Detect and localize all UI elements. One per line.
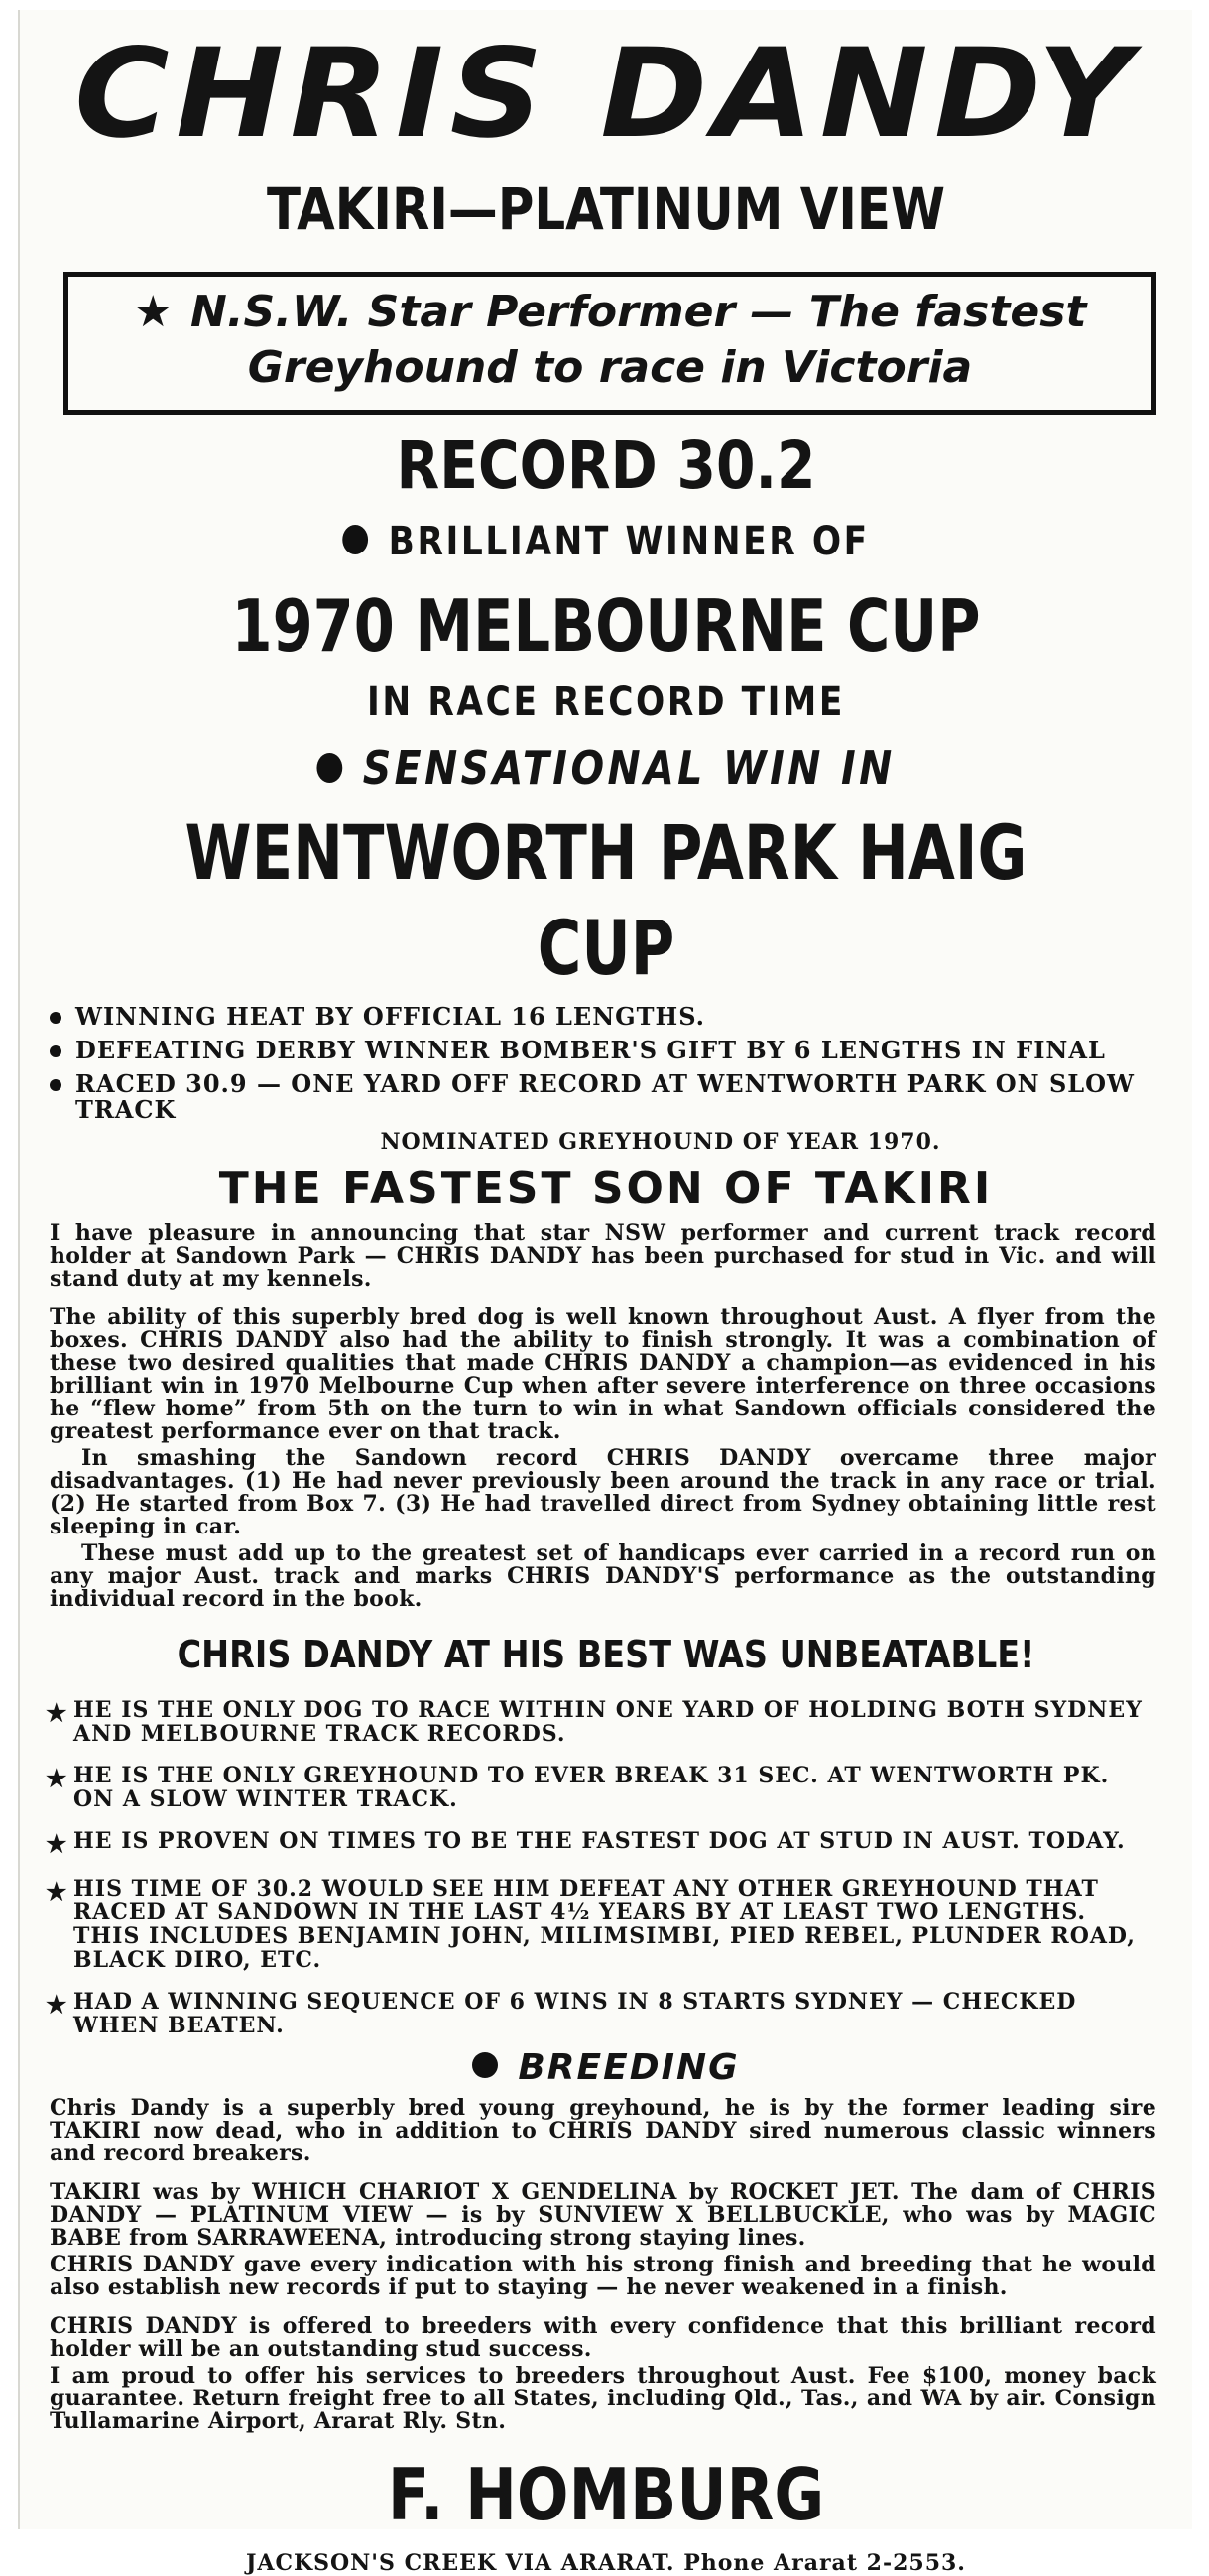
bullet-dot-icon <box>316 753 342 783</box>
body-paragraph: The ability of this superbly bred dog is well known throughout Aust. A flyer from the boxes. CHRIS DANDY also had the ability to finish strongly. It was a combination of these two desired qualities that made CHRIS DANDY a champion—as evidenced in his brilliant win in 1970 Melbourne Cup when after severe interference on three occasions he “flew home” from 5th on the turn to win in what Sandown officials considered the greatest performance ever on that track. <box>50 1304 1156 1444</box>
star-icon: ★ <box>46 1829 68 1858</box>
star-box-line1: N.S.W. Star Performer — The fastest <box>190 287 1087 337</box>
advertiser-name: F. HOMBURG <box>387 2453 825 2536</box>
haig-cup-heading: WENTWORTH PARK HAIG CUP <box>184 808 1028 992</box>
breeding-paragraph: I am proud to offer his services to breeders throughout Aust. Fee $100, money back guarantee. Return freight free to all States, including Qld., Tas., and WA by air. Consign Tullamarine Airport, Ararat Rly. Stn. <box>50 2363 1156 2434</box>
nominated-line: NOMINATED GREYHOUND OF YEAR 1970. <box>380 1129 941 1155</box>
advertiser-address: JACKSON'S CREEK VIA ARARAT. Phone Ararat 2-2553. <box>246 2550 966 2576</box>
star-icon: ★ <box>46 1764 68 1792</box>
body-paragraph: These must add up to the greatest set of handicaps ever carried in a record run on any major Aust. track and marks CHRIS DANDY'S performance as the outstanding individual record in the book. <box>50 1540 1156 1612</box>
breeding-heading <box>20 2043 1192 2093</box>
star-icon: ★ <box>133 287 173 337</box>
fastest-son-heading: THE FASTEST SON OF TAKIRI <box>218 1164 994 1214</box>
list-item <box>46 1990 1156 2037</box>
list-item <box>46 1829 1156 1859</box>
star-icon: ★ <box>46 1877 68 1905</box>
list-item <box>50 1004 1152 1030</box>
bullet-dot-icon <box>50 1079 61 1091</box>
list-item <box>50 1071 1152 1123</box>
body-paragraph: In smashing the Sandown record CHRIS DANDY overcame three major disadvantages. (1) He had never previously been around the track in any race or trial. (2) He started from Box 7. (3) He had travelled direct from Sydney obtaining little rest sleeping in car. <box>50 1445 1156 1539</box>
ad-title: CHRIS DANDY <box>74 23 1138 166</box>
star-point-text: HIS TIME OF 30.2 WOULD SEE HIM DEFEAT ANY OTHER GREYHOUND THAT RACED AT SANDOWN IN THE LAST 4½ YEARS BY AT LEAST TWO LENGTHS. THIS INCLUDES BENJAMIN JOHN, MILIMSIMBI, PIED REBEL, PLUNDER ROAD, BLACK DIRO, ETC. <box>73 1876 1136 1973</box>
star-performer-box <box>63 272 1156 415</box>
breeding-paragraph: CHRIS DANDY is offered to breeders with every confidence that this brilliant record holder will be an outstanding stud success. <box>50 2313 1156 2362</box>
star-point-text: HE IS PROVEN ON TIMES TO BE THE FASTEST DOG AT STUD IN AUST. TODAY. <box>73 1828 1126 1854</box>
winner-of-heading <box>102 512 1111 571</box>
sensational-text: SENSATIONAL WIN IN <box>362 741 896 795</box>
body-paragraph: I have pleasure in announcing that star NSW performer and current track record holder at Sandown Park — CHRIS DANDY has been purchased for stud in Vic. and will stand duty at my kennels. <box>50 1220 1156 1291</box>
race-time-heading: IN RACE RECORD TIME <box>367 679 845 725</box>
breeding-paragraph: TAKIRI was by WHICH CHARIOT X GENDELINA by ROCKET JET. The dam of CHRIS DANDY — PLATINUM VIEW — is by SUNVIEW X BELLBUCKLE, who was by MAGIC BABE from SARRAWEENA, introducing strong staying lines. <box>50 2179 1156 2251</box>
winner-of-text: BRILLIANT WINNER OF <box>388 519 870 564</box>
star-box-line2: Greyhound to race in Victoria <box>247 342 973 393</box>
breeding-heading-text: BREEDING <box>518 2047 740 2088</box>
achievement-bullets <box>50 1004 1152 1123</box>
list-item <box>46 1698 1156 1746</box>
bullet-dot-icon <box>472 2052 498 2078</box>
advertisement-page <box>18 10 1192 2576</box>
list-item <box>46 1877 1156 1972</box>
record-heading: RECORD 30.2 <box>396 428 816 504</box>
ad-subtitle: TAKIRI—PLATINUM VIEW <box>267 176 945 243</box>
melbourne-cup-heading: 1970 MELBOURNE CUP <box>231 584 981 668</box>
breeding-paragraph: CHRIS DANDY gave every indication with his strong finish and breeding that he would also establish new records if put to staying — he never weakened in a finish. <box>50 2252 1156 2300</box>
star-icon: ★ <box>46 1990 68 2019</box>
bullet-dot-icon <box>342 525 368 554</box>
bullet-text: DEFEATING DERBY WINNER BOMBER'S GIFT BY 6 LENGTHS IN FINAL <box>75 1036 1106 1064</box>
bullet-dot-icon <box>50 1012 61 1024</box>
list-item <box>46 1764 1156 1811</box>
star-points-list <box>46 1698 1156 2037</box>
bullet-text: RACED 30.9 — ONE YARD OFF RECORD AT WENTWORTH PARK ON SLOW TRACK <box>75 1069 1136 1124</box>
unbeatable-heading: CHRIS DANDY AT HIS BEST WAS UNBEATABLE! <box>177 1633 1035 1676</box>
star-point-text: HE IS THE ONLY GREYHOUND TO EVER BREAK 31 SEC. AT WENTWORTH PK. ON A SLOW WINTER TRACK. <box>73 1763 1110 1812</box>
breeding-paragraph: Chris Dandy is a superbly bred young greyhound, he is by the former leading sire TAKIRI now dead, who in addition to CHRIS DANDY sired numerous classic winners and record breakers. <box>50 2095 1156 2166</box>
star-icon: ★ <box>46 1698 68 1727</box>
bullet-text: WINNING HEAT BY OFFICIAL 16 LENGTHS. <box>75 1002 706 1031</box>
list-item <box>50 1038 1152 1063</box>
sensational-heading <box>102 736 1111 799</box>
star-point-text: HAD A WINNING SEQUENCE OF 6 WINS IN 8 STARTS SYDNEY — CHECKED WHEN BEATEN. <box>73 1989 1077 2038</box>
star-point-text: HE IS THE ONLY DOG TO RACE WITHIN ONE YARD OF HOLDING BOTH SYDNEY AND MELBOURNE TRACK RECORDS. <box>73 1697 1143 1747</box>
bullet-dot-icon <box>50 1045 61 1057</box>
